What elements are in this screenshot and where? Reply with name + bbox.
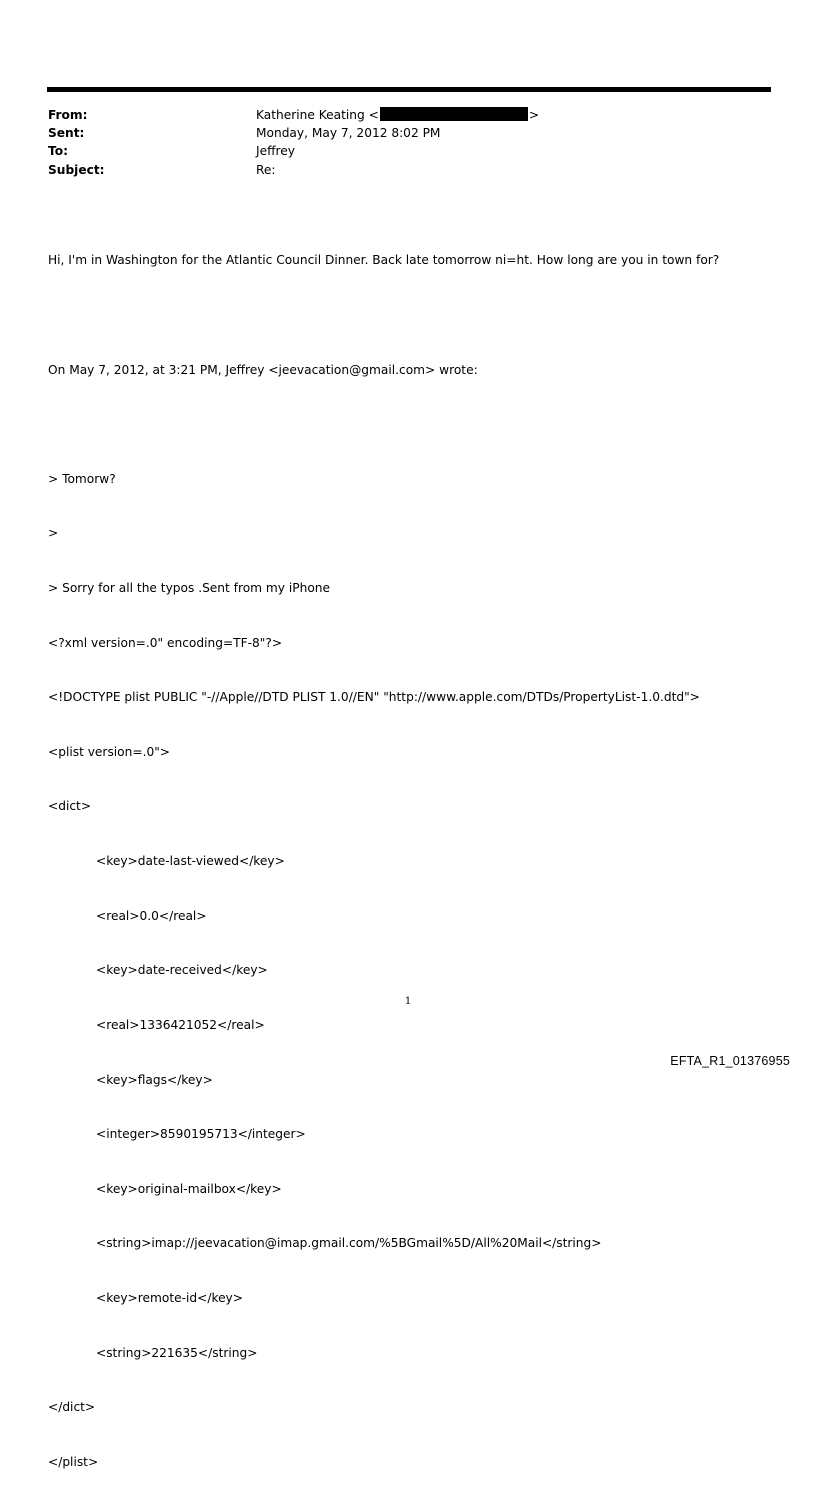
xml-dict-line: <real>0.0</real> bbox=[96, 908, 207, 923]
sent-label: Sent: bbox=[48, 126, 85, 141]
from-name: Katherine Keating < bbox=[256, 108, 379, 122]
to-label: To: bbox=[48, 144, 68, 159]
quoted-line: > bbox=[48, 526, 59, 541]
from-suffix: > bbox=[528, 108, 540, 122]
xml-dict-line: <string>imap://jeevacation@imap.gmail.com/%5BGmail%5D/All%20Mail</string> bbox=[96, 1236, 602, 1251]
quoted-line: > Sorry for all the typos .Sent from my iPhone bbox=[48, 581, 331, 596]
xml-line: <!DOCTYPE plist PUBLIC "-//Apple//DTD PLIST 1.0//EN" "http://www.apple.com/DTDs/PropertyList-1.0.dtd"> bbox=[48, 690, 700, 705]
quoted-line: > Tomorw? bbox=[48, 471, 116, 486]
from-value bbox=[256, 106, 539, 124]
xml-dict-line: <key>original-mailbox</key> bbox=[96, 1181, 282, 1196]
from-label: From: bbox=[48, 108, 88, 122]
bates-number: EFTA_R1_01376955 bbox=[670, 1054, 790, 1068]
to-row bbox=[48, 142, 539, 160]
xml-line: <plist version=.0"> bbox=[48, 744, 171, 759]
xml-dict-line: <string>221635</string> bbox=[96, 1345, 258, 1360]
subject-row bbox=[48, 161, 539, 179]
xml-line: </plist> bbox=[48, 1454, 99, 1469]
sent-value: Monday, May 7, 2012 8:02 PM bbox=[256, 126, 441, 141]
xml-dict-line: <key>remote-id</key> bbox=[96, 1290, 243, 1305]
email-header bbox=[48, 106, 539, 179]
xml-dict-line: <key>date-received</key> bbox=[96, 963, 268, 978]
reply-attribution: On May 7, 2012, at 3:21 PM, Jeffrey <jeevacation@gmail.com> wrote: bbox=[48, 362, 478, 377]
xml-dict-line: <key>date-last-viewed</key> bbox=[96, 854, 285, 869]
xml-dict-line: <key>flags</key> bbox=[96, 1072, 213, 1087]
subject-label: Subject: bbox=[48, 162, 105, 177]
from-row bbox=[48, 106, 539, 124]
redaction-box bbox=[380, 107, 528, 121]
xml-line: <dict> bbox=[48, 799, 92, 814]
sent-row bbox=[48, 124, 539, 142]
xml-line: </dict> bbox=[48, 1400, 96, 1415]
xml-dict-line: <integer>8590195713</integer> bbox=[96, 1127, 306, 1142]
subject-value: Re: bbox=[256, 162, 276, 177]
email-body bbox=[48, 215, 719, 1489]
message-text: Hi, I'm in Washington for the Atlantic Council Dinner. Back late tomorrow ni=ht. How long are you in town for? bbox=[48, 253, 720, 268]
xml-dict-line: <real>1336421052</real> bbox=[96, 1017, 265, 1032]
page-number: 1 bbox=[404, 996, 412, 1007]
xml-line: <?xml version=.0" encoding=TF-8"?> bbox=[48, 635, 283, 650]
to-value: Jeffrey bbox=[256, 144, 295, 159]
header-rule bbox=[47, 87, 771, 92]
